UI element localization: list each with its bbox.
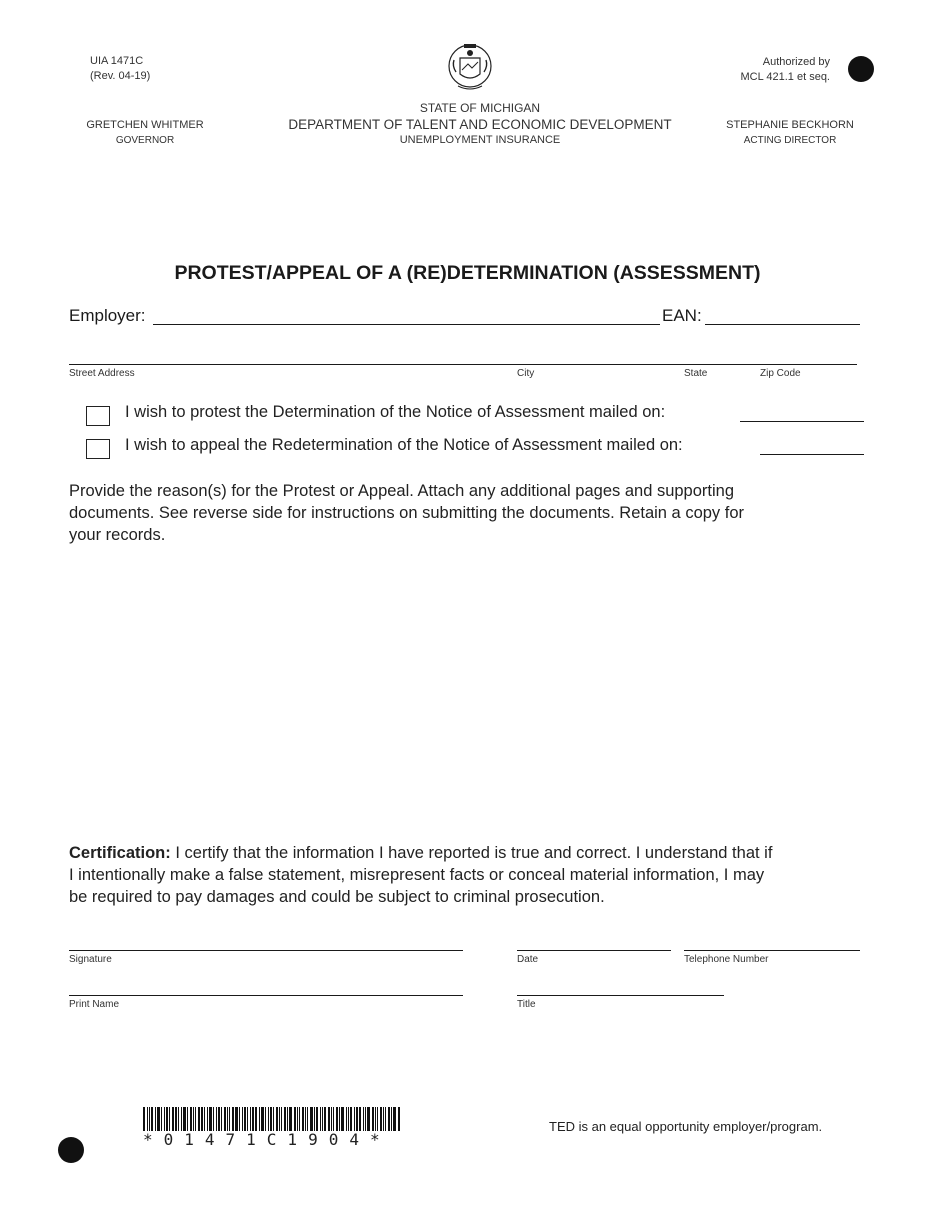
barcode-bar	[365, 1107, 366, 1131]
state-label: State	[684, 368, 708, 379]
telephone-label: Telephone Number	[684, 954, 769, 965]
barcode-bar	[261, 1107, 264, 1131]
signature-input[interactable]	[69, 932, 463, 951]
barcode-bar	[316, 1107, 318, 1131]
barcode-bar	[287, 1107, 288, 1131]
registration-mark-bottom	[58, 1137, 84, 1163]
ean-label: EAN:	[662, 306, 702, 325]
appeal-checkbox[interactable]	[86, 439, 110, 459]
barcode-bar	[328, 1107, 330, 1131]
instructions-line-3: your records.	[69, 526, 166, 544]
barcode-bar	[187, 1107, 188, 1131]
zip-code-label: Zip Code	[760, 368, 801, 379]
instructions-line-2: documents. See reverse side for instructions on submitting the documents. Retain a copy for	[69, 504, 745, 522]
employer-input[interactable]	[153, 306, 660, 325]
barcode-bar	[322, 1107, 323, 1131]
barcode-bar	[339, 1107, 340, 1131]
barcode-text: *01471C1904*	[143, 1130, 391, 1149]
barcode-bar	[281, 1107, 282, 1131]
barcode-bar	[268, 1107, 269, 1131]
barcode-bar	[250, 1107, 251, 1131]
michigan-seal-icon	[446, 40, 494, 94]
barcode-bar	[224, 1107, 226, 1131]
title-input[interactable]	[517, 977, 724, 996]
department-name: DEPARTMENT OF TALENT AND ECONOMIC DEVELOPMENT	[288, 117, 672, 132]
barcode-bar	[259, 1107, 260, 1131]
barcode-bar	[356, 1107, 358, 1131]
barcode-bar	[388, 1107, 390, 1131]
barcode-bar	[336, 1107, 338, 1131]
protest-mailed-date-input[interactable]	[740, 403, 864, 422]
barcode-bar	[213, 1107, 214, 1131]
barcode-bar	[147, 1107, 148, 1131]
barcode-bar	[307, 1107, 308, 1131]
barcode-bar	[164, 1107, 165, 1131]
state-name: STATE OF MICHIGAN	[419, 101, 541, 115]
barcode-bar	[143, 1107, 145, 1131]
barcode-bar	[252, 1107, 254, 1131]
city-label: City	[517, 368, 535, 379]
certification-line-1	[69, 842, 772, 864]
barcode-bar	[331, 1107, 332, 1131]
barcode-bar	[276, 1107, 278, 1131]
print-name-label: Print Name	[69, 999, 120, 1010]
barcode-bar	[193, 1107, 194, 1131]
barcode-bar	[195, 1107, 196, 1131]
authorized-statute: MCL 421.1 et seq.	[740, 71, 830, 83]
barcode-bar	[155, 1107, 156, 1131]
barcode-bar	[239, 1107, 240, 1131]
governor-name: GRETCHEN WHITMER	[86, 119, 204, 131]
certification-line-2: I intentionally make a false statement, misrepresent facts or conceal material information, I may	[69, 866, 765, 884]
barcode-bar	[235, 1107, 238, 1131]
barcode-bar	[247, 1107, 248, 1131]
form-revision: (Rev. 04-19)	[90, 70, 151, 82]
barcode-bar	[320, 1107, 321, 1131]
barcode-bar	[172, 1107, 174, 1131]
barcode-bar	[149, 1107, 150, 1131]
barcode-bar	[207, 1107, 208, 1131]
reasons-textarea[interactable]	[69, 555, 863, 829]
barcode-bar	[265, 1107, 266, 1131]
ean-input[interactable]	[705, 306, 860, 325]
barcode-bar	[204, 1107, 205, 1131]
signature-label: Signature	[69, 954, 112, 965]
barcode-bar	[201, 1107, 203, 1131]
barcode-bar	[232, 1107, 234, 1131]
barcode-bar	[333, 1107, 334, 1131]
employer-label: Employer:	[69, 306, 146, 325]
barcode-bar	[324, 1107, 326, 1131]
barcode-bar	[244, 1107, 246, 1131]
barcode-bar	[255, 1107, 257, 1131]
registration-mark	[848, 56, 874, 82]
barcode-bar	[346, 1107, 347, 1131]
barcode-bar	[297, 1107, 298, 1131]
barcode-bar	[221, 1107, 222, 1131]
barcode-bar	[310, 1107, 313, 1131]
appeal-option-label: I wish to appeal the Redetermination of the Notice of Assessment mailed on:	[125, 436, 683, 454]
barcode-bar	[375, 1107, 376, 1131]
barcode-bar	[151, 1107, 153, 1131]
governor-title: GOVERNOR	[115, 135, 175, 146]
date-label: Date	[517, 954, 539, 965]
barcode-bar	[229, 1107, 230, 1131]
barcode-bar	[377, 1107, 378, 1131]
barcode-bar	[372, 1107, 374, 1131]
barcode-bar	[391, 1107, 392, 1131]
authorized-by: Authorized by	[762, 56, 830, 68]
barcode-bar	[302, 1107, 304, 1131]
certification-label: Certification:	[69, 844, 171, 862]
barcode-bar	[314, 1107, 315, 1131]
barcode-bar	[227, 1107, 228, 1131]
barcode-bar	[380, 1107, 382, 1131]
barcode-bar	[350, 1107, 352, 1131]
barcode-bar	[175, 1107, 177, 1131]
barcode-bar	[198, 1107, 200, 1131]
print-name-input[interactable]	[69, 977, 463, 996]
barcode-bar	[284, 1107, 286, 1131]
barcode-bar	[242, 1107, 243, 1131]
barcode-bar	[161, 1107, 162, 1131]
barcode-bar	[354, 1107, 355, 1131]
barcode-bar	[183, 1107, 186, 1131]
barcode-bar	[166, 1107, 168, 1131]
barcode-bar	[279, 1107, 280, 1131]
barcode-bar	[305, 1107, 306, 1131]
agency-name: UNEMPLOYMENT INSURANCE	[399, 134, 561, 146]
barcode-bar	[398, 1107, 400, 1131]
barcode-bar	[294, 1107, 296, 1131]
barcode-bar	[359, 1107, 361, 1131]
barcode-icon	[143, 1107, 401, 1131]
barcode-bar	[393, 1107, 396, 1131]
telephone-input[interactable]	[684, 932, 860, 951]
date-input[interactable]	[517, 932, 671, 951]
barcode-bar	[157, 1107, 160, 1131]
barcode-bar	[363, 1107, 364, 1131]
equal-opportunity-notice: TED is an equal opportunity employer/program.	[549, 1119, 823, 1134]
certification-text: I certify that the information I have reported is true and correct. I understand that if	[170, 844, 773, 862]
form-title: PROTEST/APPEAL OF A (RE)DETERMINATION (ASSESSMENT)	[174, 262, 761, 284]
protest-checkbox[interactable]	[86, 406, 110, 426]
form-number: UIA 1471C	[90, 55, 144, 67]
barcode-bar	[348, 1107, 349, 1131]
barcode-bar	[299, 1107, 300, 1131]
instructions-line-1: Provide the reason(s) for the Protest or Appeal. Attach any additional pages and supporting	[69, 482, 735, 500]
barcode-bar	[169, 1107, 170, 1131]
barcode-bar	[367, 1107, 370, 1131]
barcode-bar	[341, 1107, 344, 1131]
address-input[interactable]	[69, 346, 857, 365]
barcode-bar	[289, 1107, 292, 1131]
barcode-bar	[178, 1107, 179, 1131]
barcode-bar	[209, 1107, 212, 1131]
barcode-bar	[385, 1107, 386, 1131]
barcode-bar	[383, 1107, 384, 1131]
street-address-label: Street Address	[69, 368, 135, 379]
protest-option-label: I wish to protest the Determination of the Notice of Assessment mailed on:	[125, 403, 666, 421]
barcode-bar	[270, 1107, 272, 1131]
barcode-bar	[181, 1107, 182, 1131]
certification-line-3: be required to pay damages and could be subject to criminal prosecution.	[69, 888, 605, 906]
barcode-bar	[273, 1107, 274, 1131]
barcode-bar	[190, 1107, 192, 1131]
director-title: ACTING DIRECTOR	[743, 135, 837, 146]
barcode-bar	[216, 1107, 217, 1131]
appeal-mailed-date-input[interactable]	[760, 436, 864, 455]
director-name: STEPHANIE BECKHORN	[726, 119, 854, 131]
barcode-bar	[218, 1107, 220, 1131]
title-label: Title	[517, 999, 536, 1010]
